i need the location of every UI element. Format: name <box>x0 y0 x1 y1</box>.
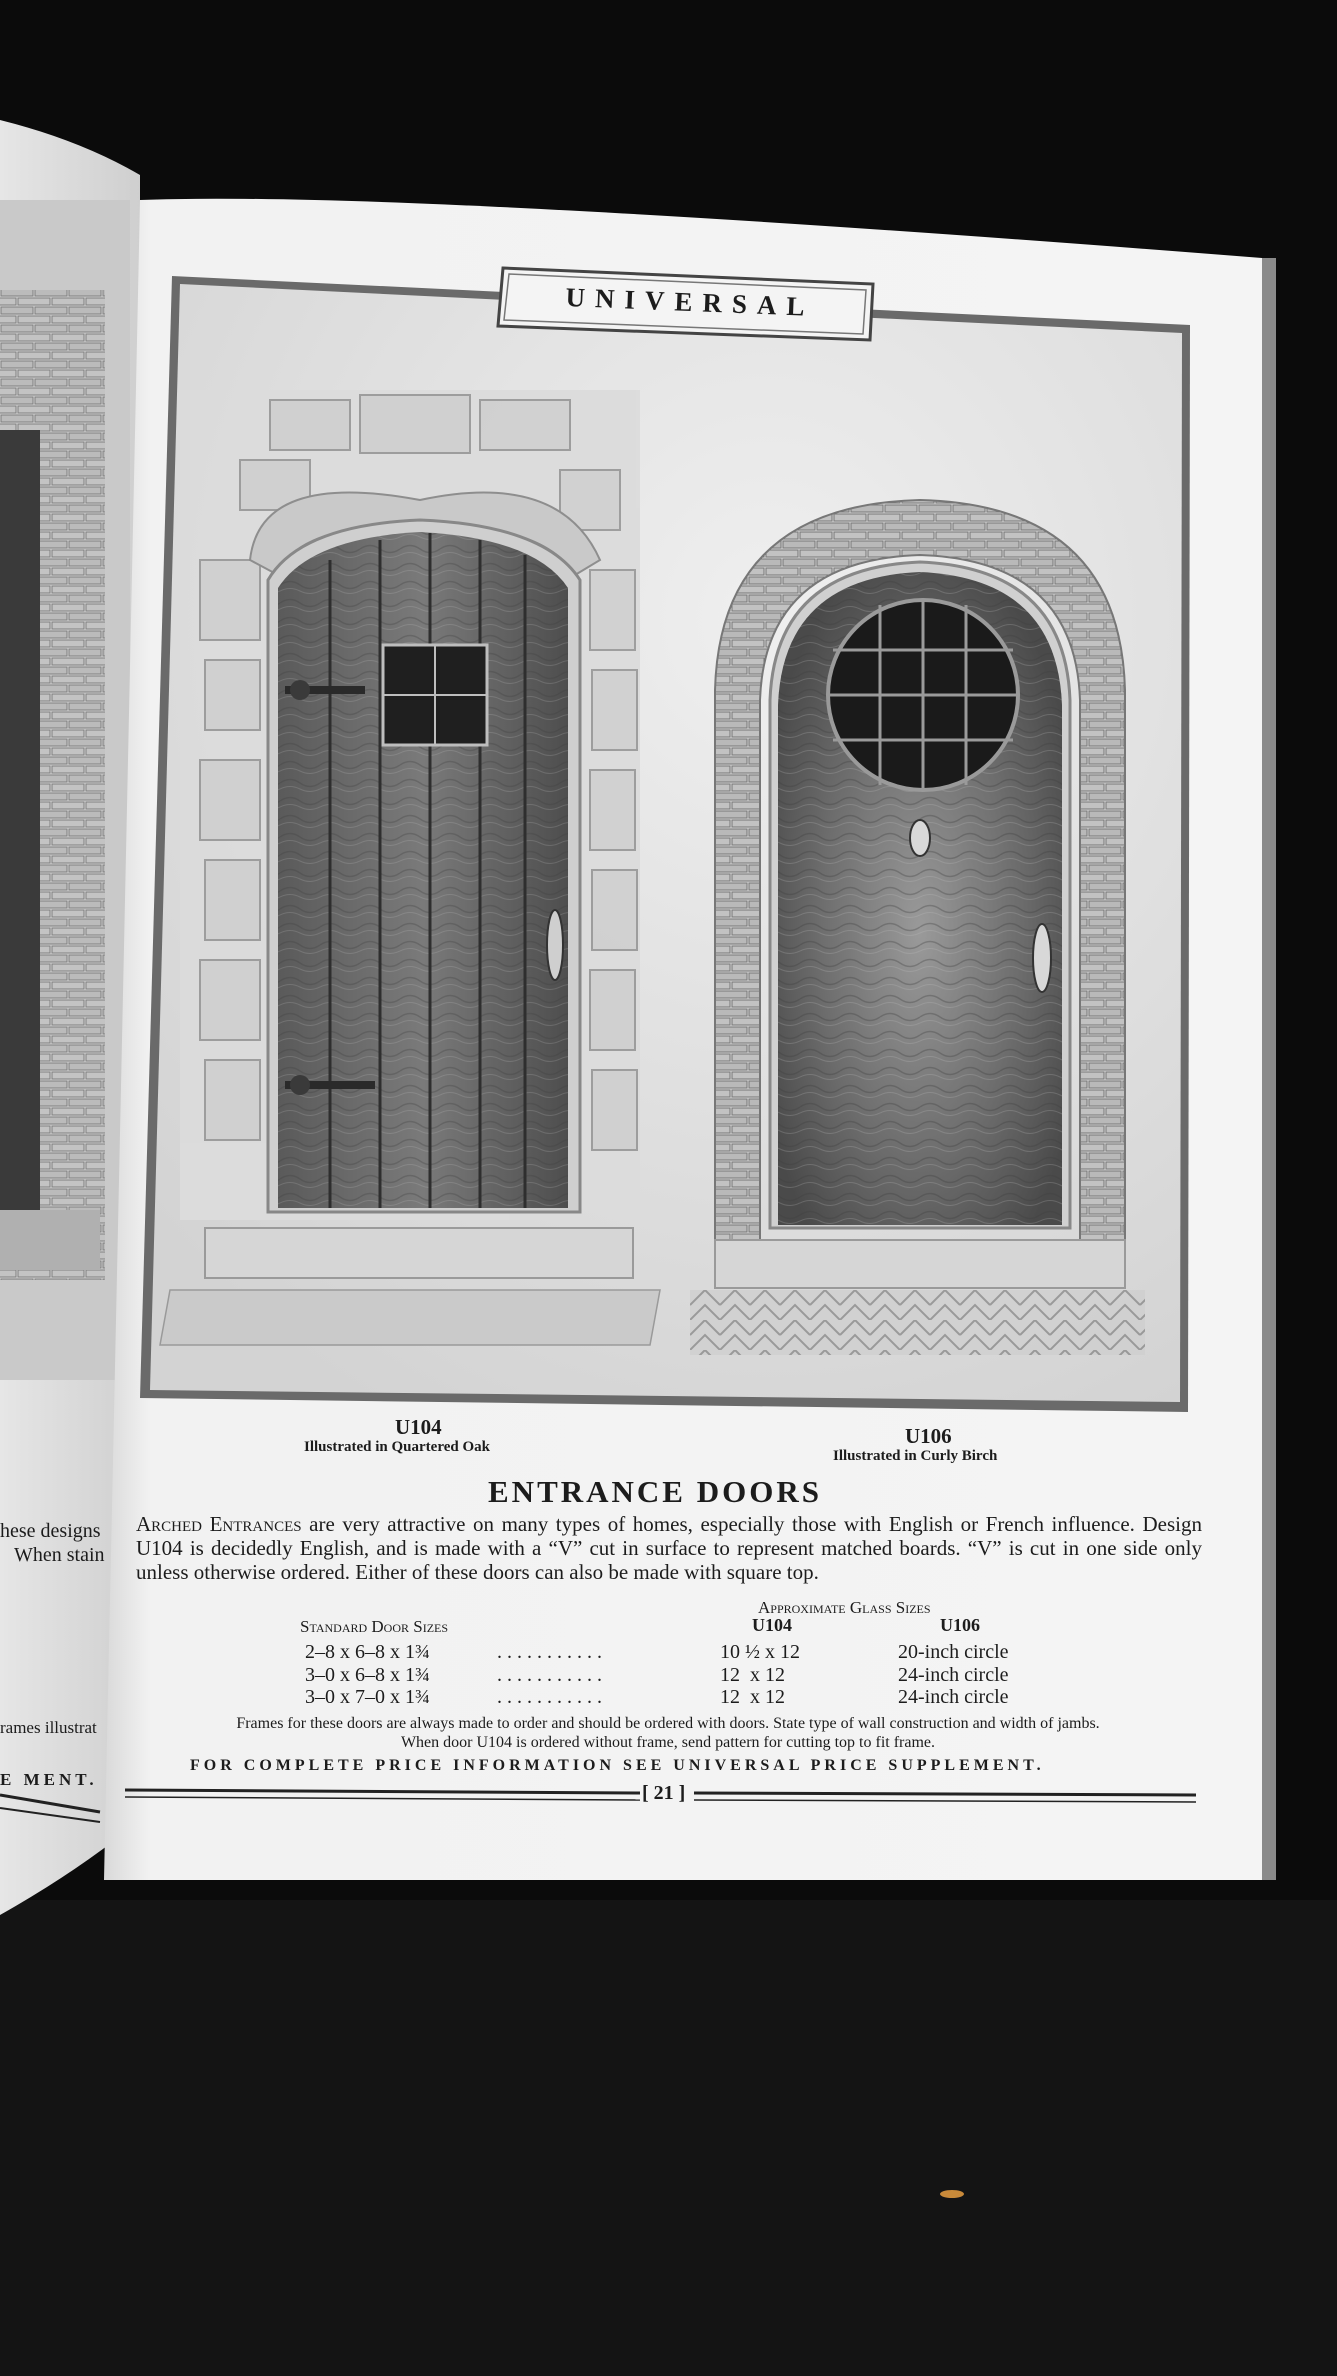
row-dots: . . . . . . . . . . . <box>497 1641 602 1663</box>
row-dots: . . . . . . . . . . . <box>497 1686 602 1708</box>
row-size: 2–8 x 6–8 x 1¾ <box>305 1641 430 1663</box>
body-paragraph <box>136 1512 1202 1584</box>
frames-note <box>128 1714 1208 1752</box>
row-size: 3–0 x 7–0 x 1¾ <box>305 1686 430 1708</box>
col-standard-sizes: Standard Door Sizes <box>300 1617 449 1636</box>
body-lead: Arched Entrances <box>136 1512 302 1536</box>
frames-note-line-1: Frames for these doors are always made to order and should be ordered with doors. State type of wall construction and width of jambs. <box>236 1715 1100 1732</box>
door-u106-code: U106 <box>905 1424 952 1448</box>
left-page-fragment-3: rames illustrat <box>0 1718 97 1737</box>
glass-sizes-heading: Approximate Glass Sizes <box>758 1598 931 1617</box>
row-u104: 12 x 12 <box>720 1664 785 1686</box>
row-dots: . . . . . . . . . . . <box>497 1664 602 1686</box>
row-u104: 10 ½ x 12 <box>720 1641 800 1663</box>
row-size: 3–0 x 6–8 x 1¾ <box>305 1664 430 1686</box>
section-title: ENTRANCE DOORS <box>488 1474 822 1509</box>
row-u104: 12 x 12 <box>720 1686 785 1708</box>
door-u104-code: U104 <box>395 1415 442 1439</box>
door-u104-caption: Illustrated in Quartered Oak <box>304 1439 490 1455</box>
door-u106-caption: Illustrated in Curly Birch <box>833 1448 998 1464</box>
left-page-fragment-1: hese designs <box>0 1520 101 1542</box>
row-u106: 24-inch circle <box>898 1664 1009 1686</box>
row-u106: 20-inch circle <box>898 1641 1009 1663</box>
brand-label: UNIVERSAL <box>564 282 816 322</box>
price-supplement-note: FOR COMPLETE PRICE INFORMATION SEE UNIVERSAL PRICE SUPPLEMENT. <box>190 1757 1045 1774</box>
col-u104: U104 <box>752 1615 792 1635</box>
body-text: are very attractive on many types of homes, especially those with English or French influence. Design U104 is decidedly English, and is made with a “V” cut in surface to represent matched boards. “V” is cut in one side only unless otherwise ordered. Either of these doors can also be made with square top. <box>136 1512 1202 1584</box>
col-u106: U106 <box>940 1615 980 1635</box>
row-u106: 24-inch circle <box>898 1686 1009 1708</box>
frames-note-line-2: When door U104 is ordered without frame, send pattern for cutting top to fit frame. <box>400 1734 936 1751</box>
page-number: [ 21 ] <box>642 1782 686 1804</box>
left-page-fragment-4: E MENT. <box>0 1770 98 1789</box>
left-page-fragment-2: When stain <box>14 1544 105 1566</box>
